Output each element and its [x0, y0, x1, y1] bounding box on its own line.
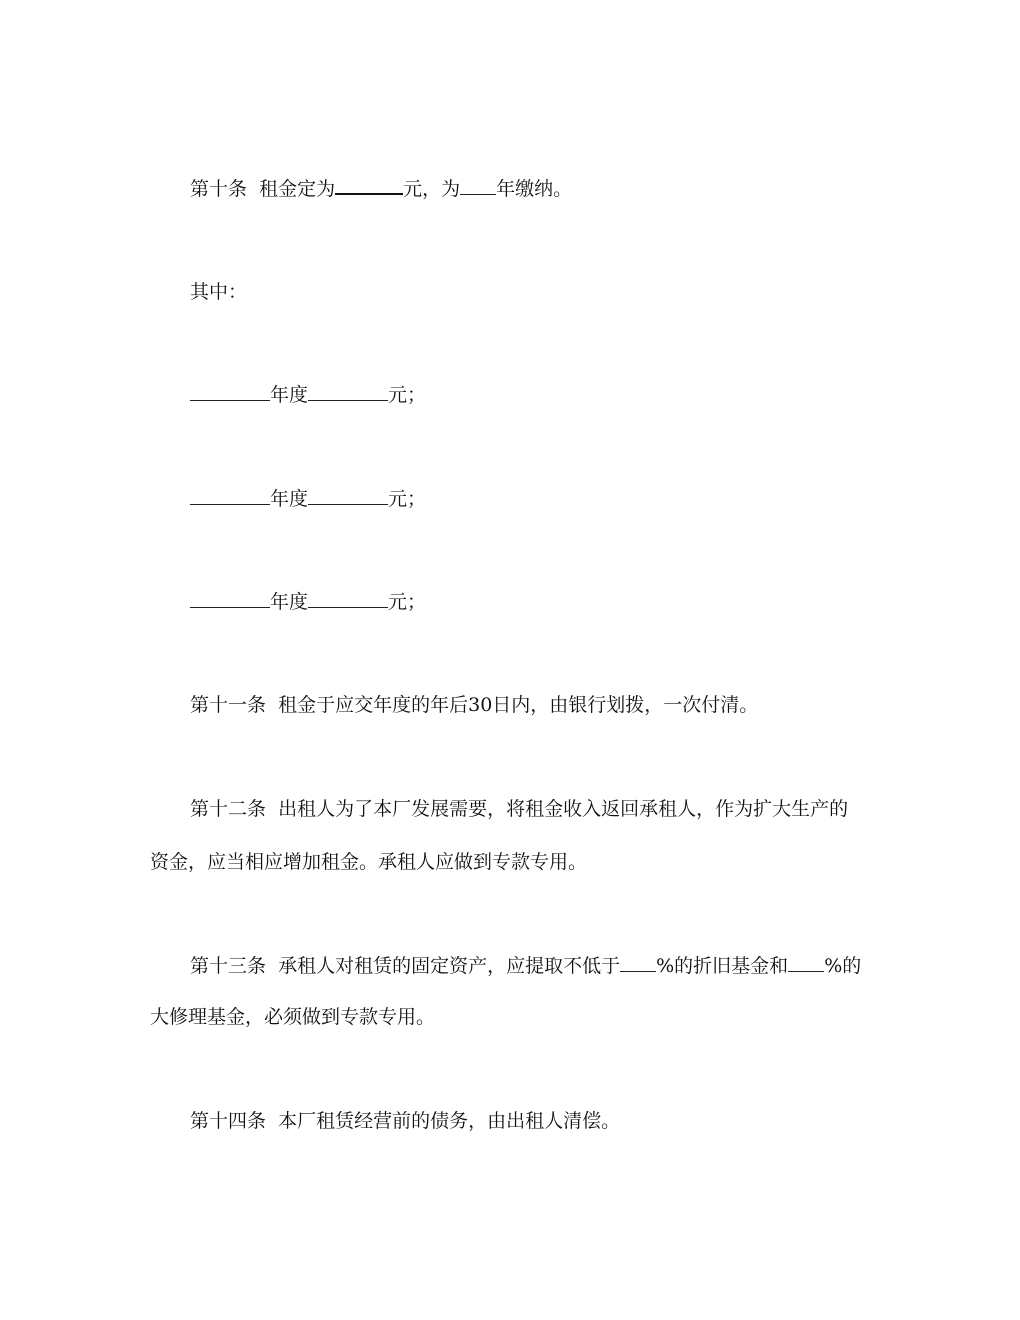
- year-blank: [190, 589, 270, 608]
- article-11: [190, 693, 758, 717]
- article-13-line-2: 大修理基金，必须做到专款专用。: [150, 1006, 436, 1028]
- amount-blank: [308, 486, 388, 505]
- article-12-line-1: [190, 797, 848, 821]
- year-unit: 年度: [270, 384, 309, 406]
- article-13-text-c: %的: [824, 955, 862, 977]
- article-12-label: 第十二条: [190, 798, 267, 820]
- yuan-unit: 元；: [388, 384, 427, 406]
- article-13-text-b: %的折旧基金和: [656, 955, 789, 977]
- article-14: [190, 1109, 620, 1133]
- article-10-text-c: 年缴纳。: [496, 178, 573, 200]
- article-12-line-2: 资金，应当相应增加租金。承租人应做到专款专用。: [150, 851, 588, 873]
- article-10: [190, 175, 572, 201]
- year-blank: [190, 382, 270, 401]
- article-10-label: 第十条: [190, 178, 248, 200]
- article-12-text: 出租人为了本厂发展需要，将租金收入返回承租人，作为扩大生产的: [278, 798, 849, 820]
- year-unit: 年度: [270, 488, 309, 510]
- yuan-unit: 元；: [388, 591, 427, 613]
- rent-period-blank: [460, 176, 496, 195]
- amount-blank: [308, 589, 388, 608]
- year-blank: [190, 486, 270, 505]
- year-row: [190, 382, 426, 407]
- among-heading: 其中：: [190, 281, 248, 303]
- article-11-text: 租金于应交年度的年后30日内，由银行划拨，一次付清。: [278, 694, 759, 716]
- year-row: [190, 589, 426, 614]
- repair-rate-blank: [788, 953, 824, 972]
- article-14-text: 本厂租赁经营前的债务，由出租人清偿。: [278, 1110, 621, 1132]
- amount-blank: [308, 382, 388, 401]
- rent-amount-blank: [335, 175, 403, 195]
- depreciation-rate-blank: [620, 953, 656, 972]
- article-13-text-a: 承租人对租赁的固定资产，应提取不低于: [278, 955, 621, 977]
- article-13-label: 第十三条: [190, 955, 267, 977]
- year-row: [190, 486, 426, 511]
- year-unit: 年度: [270, 591, 309, 613]
- article-10-text-b: 元，为: [403, 178, 461, 200]
- yuan-unit: 元；: [388, 488, 427, 510]
- article-10-text-a: 租金定为: [259, 178, 336, 200]
- article-11-label: 第十一条: [190, 694, 267, 716]
- article-13-line-1: [190, 953, 861, 978]
- article-14-label: 第十四条: [190, 1110, 267, 1132]
